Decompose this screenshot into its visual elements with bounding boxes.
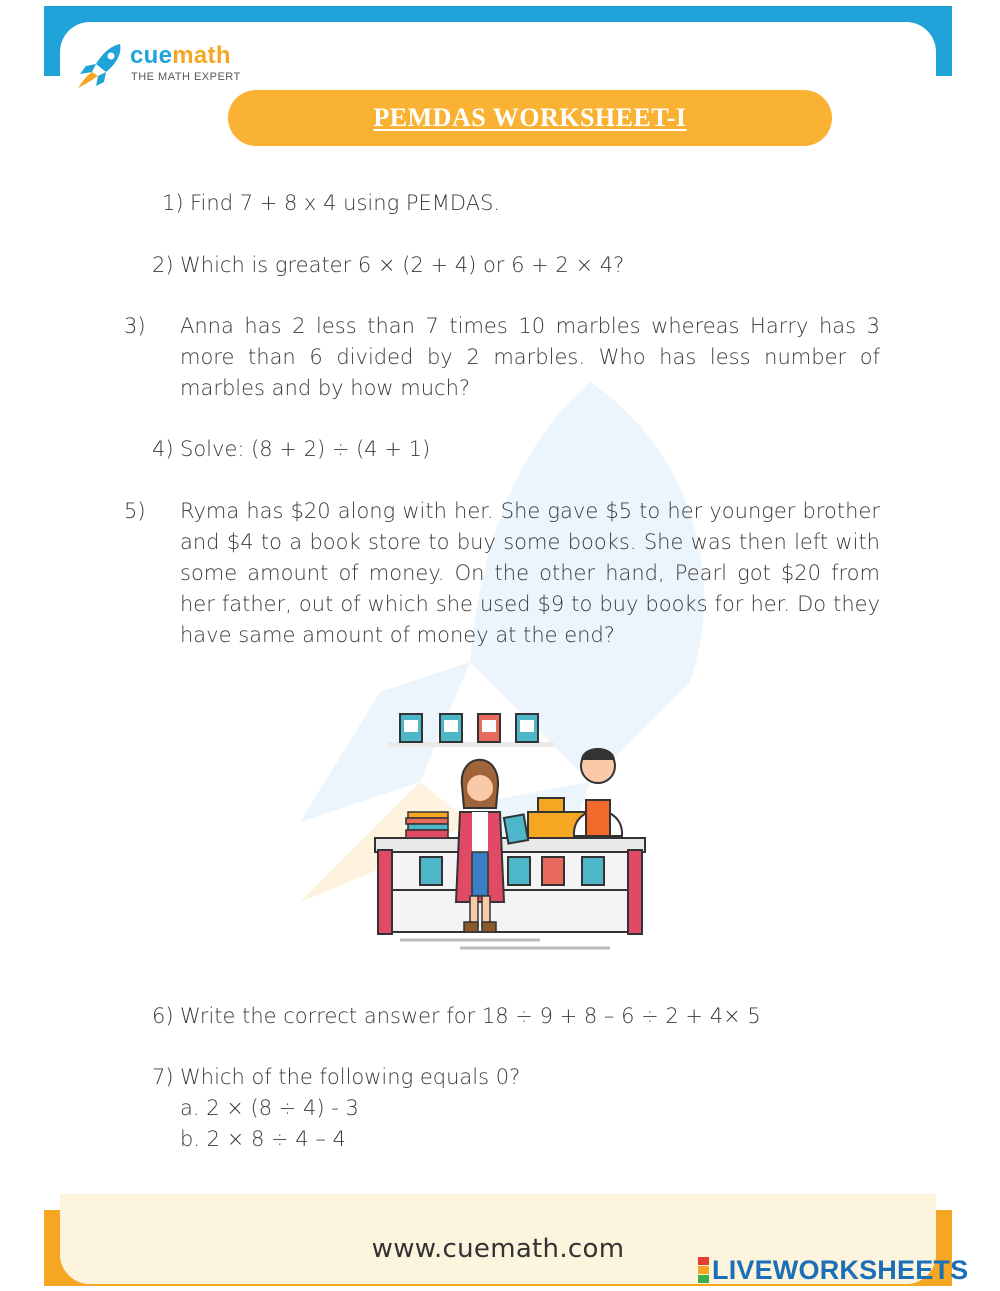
question-6 (152, 1001, 852, 1032)
logo-tagline: THE MATH EXPERT (131, 71, 241, 83)
worksheet-title: PEMDAS WORKSHEET-I (373, 103, 687, 132)
question-5 (124, 496, 880, 651)
question-4 (152, 434, 852, 465)
shelf-books (400, 714, 538, 742)
question-number: 1) (162, 191, 184, 215)
website-url: www.cuemath.com (371, 1234, 625, 1264)
question-number: 6) (152, 1004, 174, 1028)
title-banner (228, 90, 832, 146)
shopkeeper (574, 748, 622, 836)
logo-color-block (698, 1266, 709, 1274)
logo-color-block (698, 1257, 709, 1265)
question-text: Ryma has $20 along with her. She gave $5 to her younger brother and $4 to a book store to buy some books. She was then left with some amount of money. On the other hand, Pearl got $20 from her father, out of which she used $9 to buy books for her. Do they have same amount of money at the end? (180, 499, 880, 647)
cuemath-logo (76, 38, 276, 98)
question-number: 3) (124, 314, 146, 338)
question-number: 5) (124, 499, 146, 523)
logo-cue: cue (130, 42, 173, 69)
logo-color-block (698, 1275, 709, 1283)
question-text: Anna has 2 less than 7 times 10 marbles whereas Harry has 3 more than 6 divided by 2 marbles. Who has less number of marbles and by how much? (180, 314, 880, 400)
question-number: 2) (152, 253, 174, 277)
question-3 (124, 311, 880, 404)
option-a: a. 2 × (8 ÷ 4) - 3 (180, 1096, 359, 1120)
question-text: Solve: (8 + 2) ÷ (4 + 1) (180, 437, 431, 461)
logo-math: math (172, 42, 231, 69)
rocket-icon (76, 40, 126, 90)
question-7 (152, 1062, 852, 1155)
worksheet-page (60, 22, 936, 1284)
liveworksheets-logo-icon (698, 1257, 709, 1283)
question-2 (152, 250, 852, 281)
liveworksheets-badge (698, 1254, 968, 1286)
option-b: b. 2 × 8 ÷ 4 – 4 (180, 1127, 346, 1151)
question-text: Find 7 + 8 x 4 using PEMDAS. (190, 191, 501, 215)
question-1 (162, 188, 862, 219)
question-text: Which is greater 6 × (2 + 4) or 6 + 2 × 4? (180, 253, 625, 277)
question-text: Write the correct answer for 18 ÷ 9 + 8 – 6 ÷ 2 + 4× 5 (180, 1004, 761, 1028)
question-number: 7) (152, 1065, 174, 1089)
question-number: 4) (152, 437, 174, 461)
bookstore-illustration (360, 712, 660, 952)
question-text: Which of the following equals 0? (180, 1065, 521, 1089)
book-stack (406, 812, 448, 838)
logo-wordmark (130, 42, 231, 70)
liveworksheets-text: LIVEWORKSHEETS (712, 1254, 969, 1285)
